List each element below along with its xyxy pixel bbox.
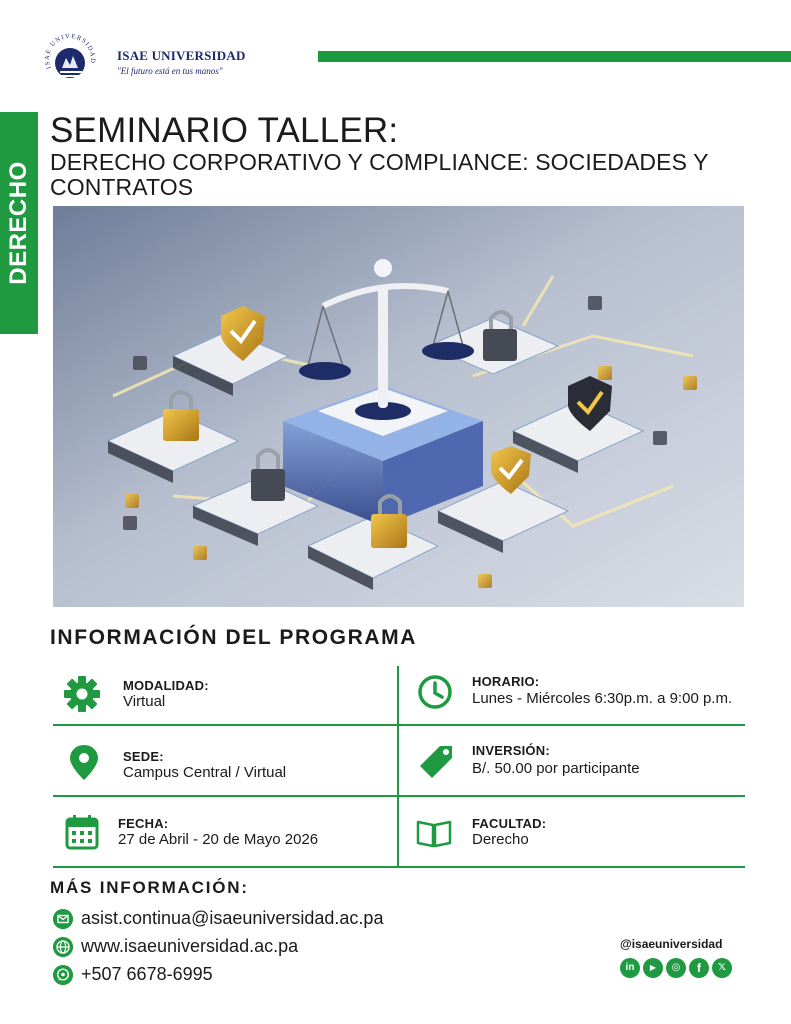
isae-logo (42, 32, 257, 88)
website-link[interactable]: www.isaeuniversidad.ac.pa (81, 936, 299, 956)
x-icon[interactable]: 𝕏 (712, 958, 732, 978)
phone-link[interactable]: +507 6678-6995 (81, 964, 213, 984)
facultad-label: FACULTAD: (472, 816, 547, 831)
grid-divider (53, 724, 745, 726)
modalidad-label: MODALIDAD: (123, 678, 209, 693)
calendar-icon (62, 812, 102, 852)
location-pin-icon (64, 742, 104, 782)
contact-section-title: MÁS INFORMACIÓN: (50, 878, 249, 897)
program-section-title: INFORMACIÓN DEL PROGRAMA (50, 626, 418, 649)
university-seal-icon (42, 32, 98, 88)
logo-name: ISAE UNIVERSIDAD (117, 48, 246, 63)
fecha-value: 27 de Abril - 20 de Mayo 2026 (118, 831, 319, 848)
clock-icon (415, 672, 455, 712)
sede-label: SEDE: (123, 749, 164, 764)
globe-icon (53, 937, 73, 957)
fecha-label: FECHA: (118, 816, 169, 831)
logo-slogan: "El futuro está en tus manos" (117, 66, 223, 76)
linkedin-icon[interactable]: in (620, 958, 640, 978)
youtube-icon[interactable]: ▶ (643, 958, 663, 978)
sede-value: Campus Central / Virtual (123, 764, 287, 781)
header-accent-bar (318, 51, 791, 62)
page-subtitle: DERECHO CORPORATIVO Y COMPLIANCE: SOCIEDADES Y CONTRATOS (50, 149, 709, 200)
gear-icon (62, 674, 102, 714)
grid-divider (53, 795, 745, 797)
open-book-icon (414, 813, 454, 853)
whatsapp-icon (53, 965, 73, 985)
page-title: SEMINARIO TALLER: (50, 111, 399, 150)
inversion-label: INVERSIÓN: (472, 743, 550, 758)
facebook-icon[interactable]: f (689, 958, 709, 978)
horario-label: HORARIO: (472, 674, 540, 689)
modalidad-value: Virtual (123, 693, 166, 710)
compliance-illustration (53, 206, 744, 607)
grid-divider (53, 866, 745, 868)
grid-divider (397, 666, 399, 866)
email-icon (53, 909, 73, 929)
inversion-value: B/. 50.00 por participante (472, 760, 640, 777)
email-link[interactable]: asist.continua@isaeuniversidad.ac.pa (81, 908, 384, 928)
logo-ring-text: ISAE UNIVERSIDAD (43, 32, 97, 70)
side-tab-label: DERECHO (5, 161, 32, 285)
social-handle: @isaeuniversidad (620, 937, 723, 951)
horario-value: Lunes - Miércoles 6:30p.m. a 9:00 p.m. (472, 690, 733, 707)
hero-image (53, 206, 744, 607)
facultad-value: Derecho (472, 831, 529, 848)
price-tag-icon (416, 742, 456, 782)
instagram-icon[interactable]: ◎ (666, 958, 686, 978)
